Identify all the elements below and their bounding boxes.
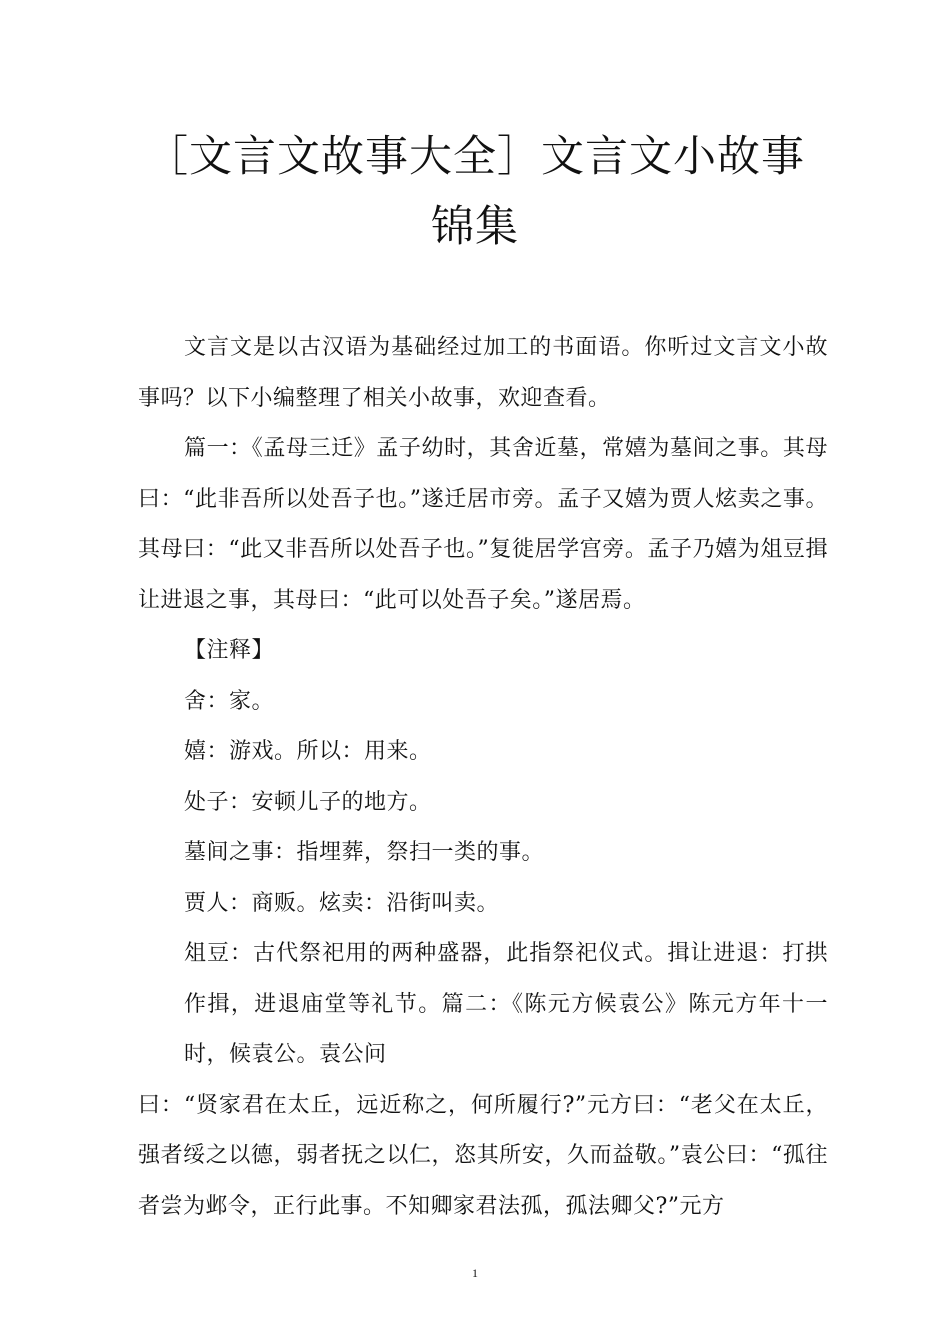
page-number: 1: [472, 1266, 478, 1280]
note-item: 嬉：游戏。所以：用来。: [184, 739, 432, 764]
document-title: ［文言文故事大全］文言文小故事锦集: [145, 132, 805, 252]
story-one-paragraph: 篇一：《孟母三迁》孟子幼时，其舍近墓，常嬉为墓间之事。其母曰：“此非吾所以处吾子也。”遂迁居市旁。孟子又嬉为贾人炫卖之事。其母曰：“此又非吾所以处吾子也。”复徙居学宫旁。孟子乃嬉为俎豆揖让进退之事，其母曰：“此可以处吾子矣。”遂居焉。: [138, 436, 828, 613]
note-item: 处子：安顿儿子的地方。: [184, 789, 432, 815]
note-item: 舍：家。: [184, 688, 275, 714]
note-item: 贾人：商贩。炫卖：沿街叫卖。: [184, 890, 500, 916]
notes-heading: 【注释】: [184, 638, 275, 663]
document-body: [138, 323, 828, 1232]
intro-paragraph: 文言文是以古汉语为基础经过加工的书面语。你听过文言文小故事吗？以下小编整理了相关小故事，欢迎查看。: [138, 335, 828, 411]
story-two-paragraph: 曰：“贤家君在太丘，远近称之，何所履行?”元方曰：“老父在太丘，强者绥之以德，弱者抚之以仁，恣其所安，久而益敬。”袁公曰：“孤往者尝为邺令，正行此事。不知卿家君法孤，孤法卿父?”元方: [138, 1092, 828, 1219]
note-item-and-story-two-opening: 俎豆：古代祭祀用的两种盛器，此指祭祀仪式。揖让进退：打拱作揖，进退庙堂等礼节。篇二：《陈元方候袁公》陈元方年十一时，候袁公。袁公问: [184, 941, 828, 1067]
note-item: 墓间之事：指埋葬，祭扫一类的事。: [184, 840, 545, 865]
